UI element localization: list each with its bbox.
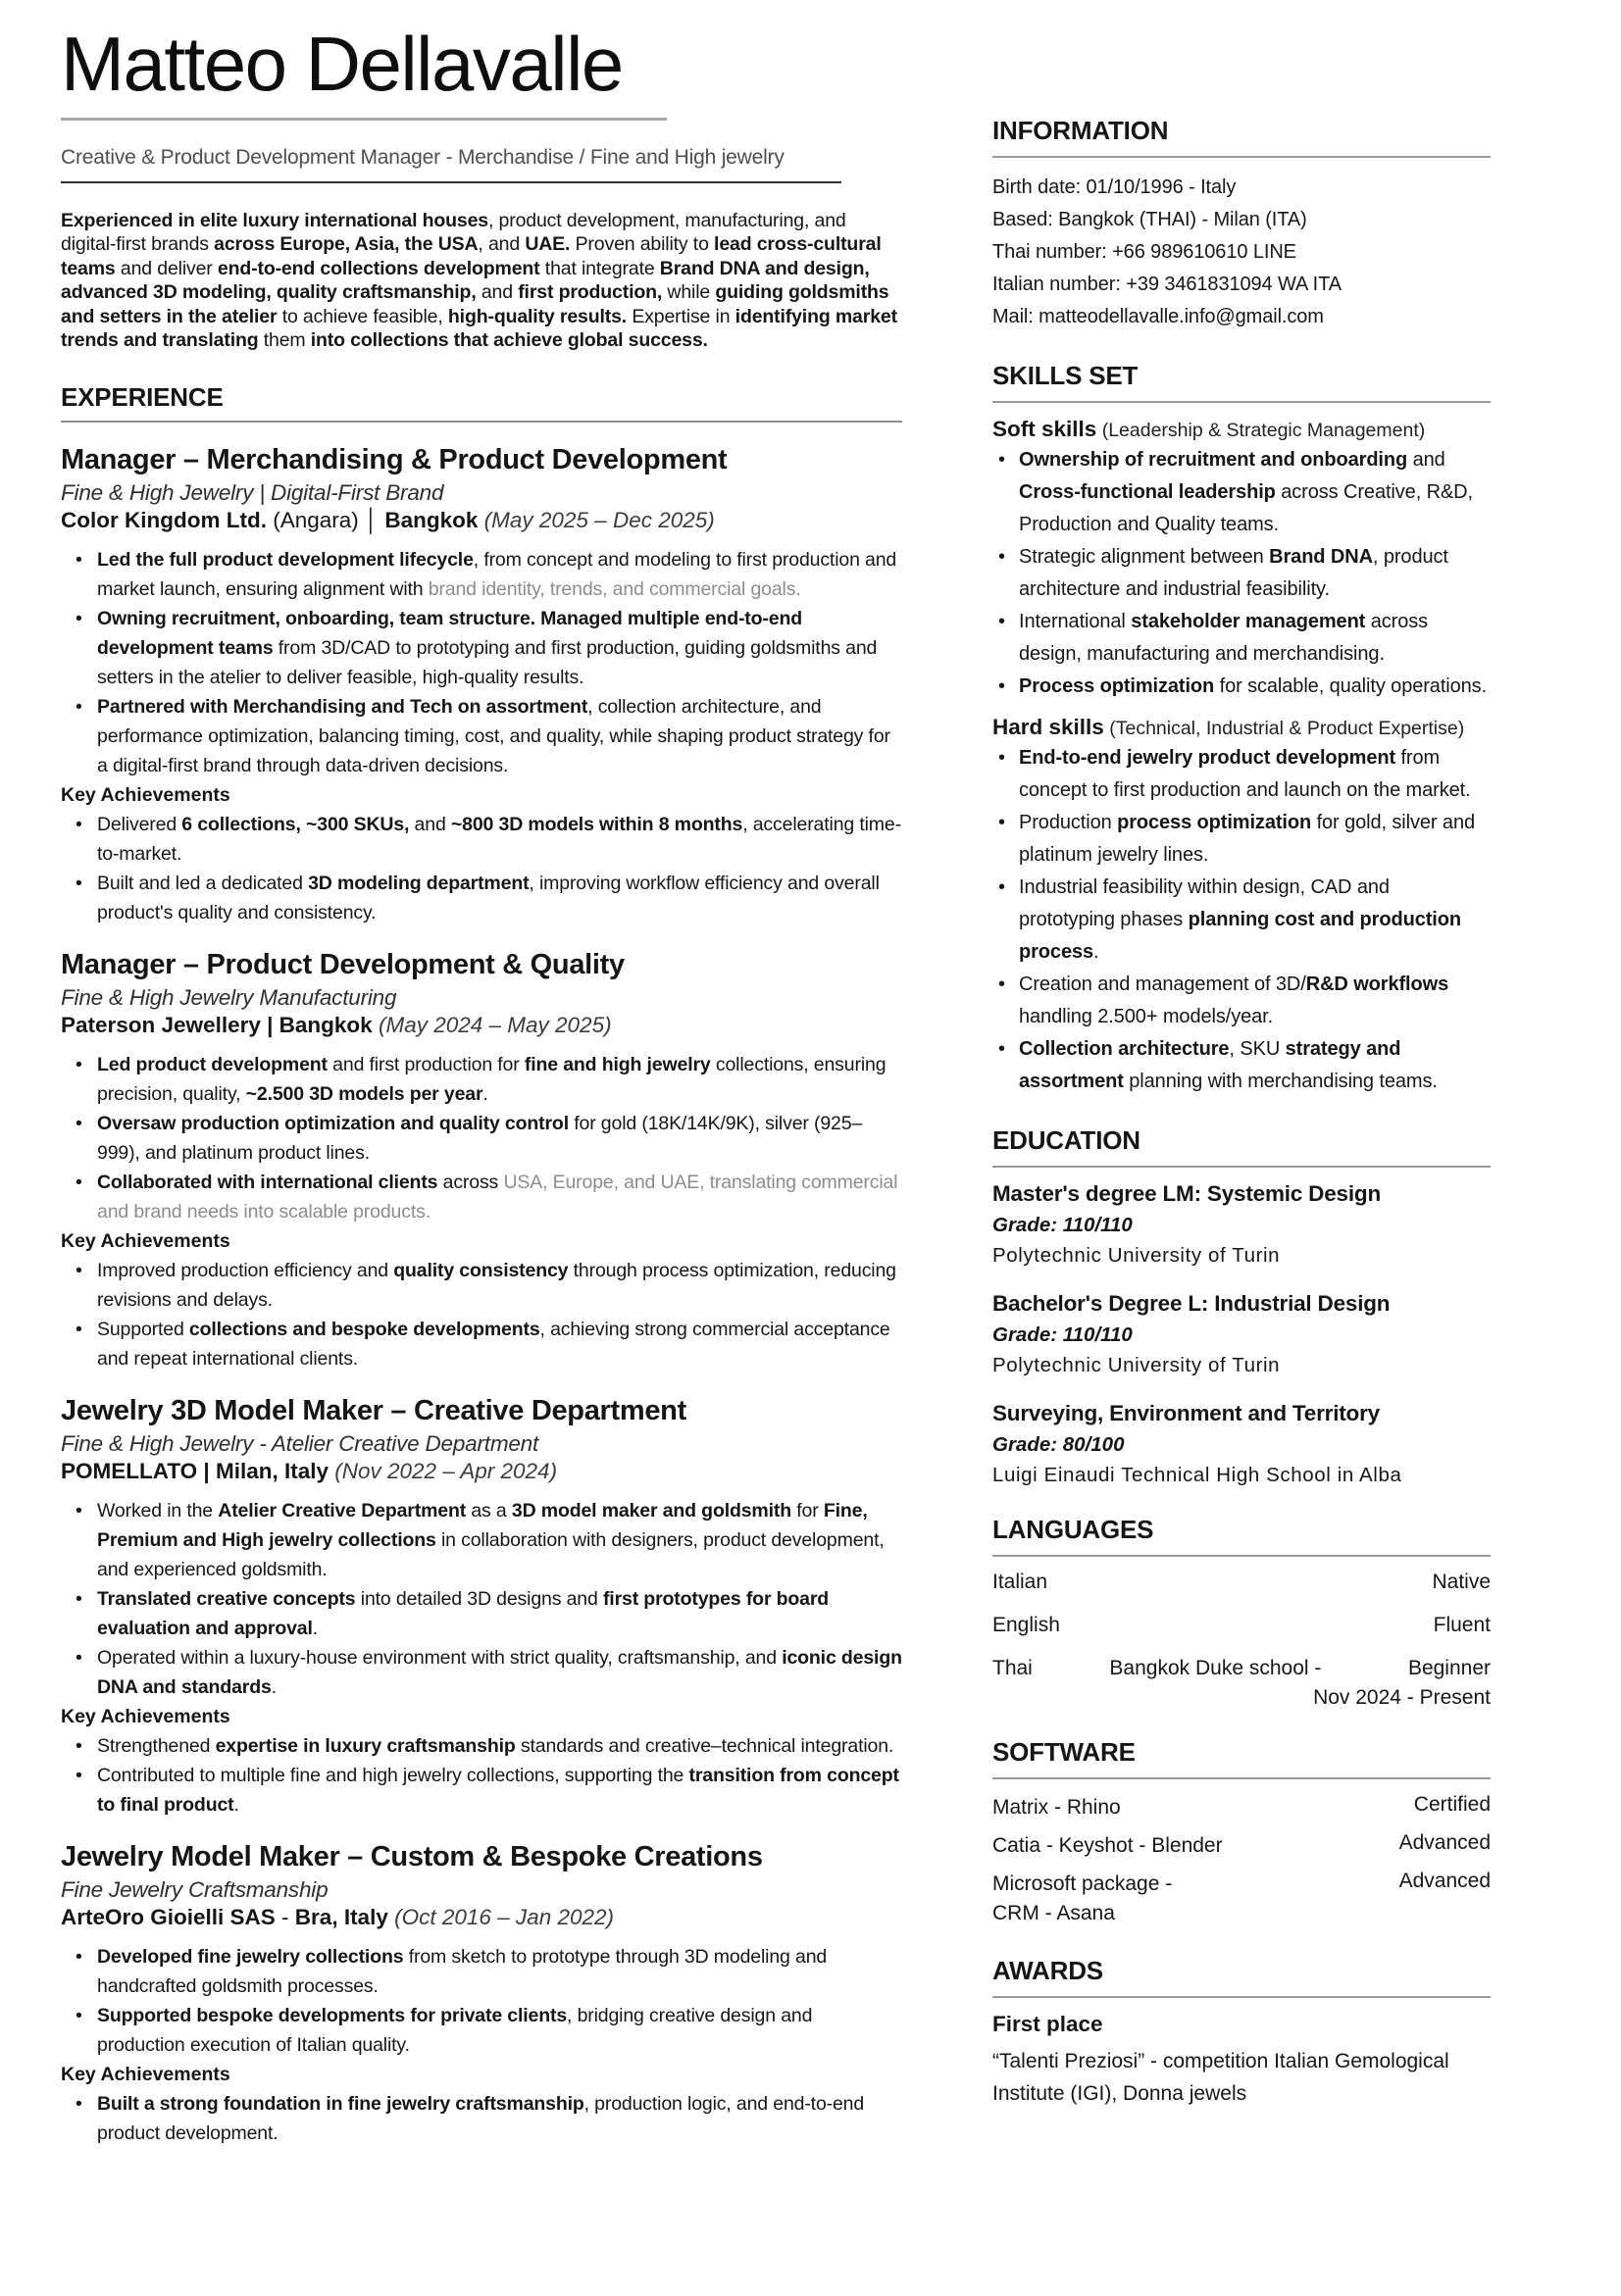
language-level: Fluent — [1433, 1614, 1491, 1636]
software-level: Advanced — [1398, 1870, 1491, 1892]
awards-heading: AWARDS — [992, 1956, 1103, 1985]
education-entry — [992, 1401, 1491, 1487]
bullet-item: • Translated creative concepts into detailed 3D designs and first prototypes for board evaluation and approval. — [61, 1584, 902, 1643]
job-entry — [61, 1395, 902, 1820]
language-row — [992, 1657, 1491, 1680]
skill-group-title — [992, 715, 1491, 740]
language-name: English — [992, 1614, 1060, 1636]
skill-group-name: Soft skills — [992, 417, 1097, 441]
key-achievements-label: Key Achievements — [61, 1229, 230, 1252]
info-line: Birth date: 01/10/1996 - Italy — [992, 176, 1237, 198]
job-bullet-list — [61, 545, 902, 780]
degree-title: Bachelor's Degree L: Industrial Design — [992, 1291, 1391, 1316]
languages-section — [992, 1515, 1491, 1710]
degree-grade: Grade: 110/110 — [992, 1323, 1133, 1346]
language-name: Italian — [992, 1571, 1048, 1593]
bullet-item: • Process optimization for scalable, quality operations. — [992, 671, 1491, 703]
software-name-line: Matrix - Rhino — [992, 1796, 1121, 1819]
school-name: Luigi Einaudi Technical High School in Alba — [992, 1464, 1402, 1486]
information-section — [992, 116, 1491, 333]
bullet-item: • Production process optimization for gold, silver and platinum jewelry lines. — [992, 807, 1491, 872]
job-achievement-list — [61, 1256, 902, 1373]
software-level: Advanced — [1398, 1831, 1491, 1854]
job-achievement-list — [61, 810, 902, 927]
job-subtitle: Fine Jewelry Craftsmanship — [61, 1876, 329, 1902]
bullet-item: • Collection architecture, SKU strategy and assortment planning with merchandising teams. — [992, 1033, 1491, 1098]
job-entry — [61, 949, 902, 1373]
role-underline — [61, 181, 841, 183]
key-achievements-label: Key Achievements — [61, 1705, 230, 1727]
software-list — [992, 1793, 1491, 1928]
skills-section — [992, 361, 1491, 1098]
degree-grade: Grade: 110/110 — [992, 1214, 1133, 1236]
skill-group-qualifier: (Technical, Industrial & Product Expertise) — [1103, 718, 1465, 739]
award-description: “Talenti Preziosi” - competition Italian Gemological Institute (IGI), Donna jewels — [992, 2050, 1449, 2105]
job-company-line: Paterson Jewellery | Bangkok (May 2024 – May 2025) — [61, 1012, 612, 1037]
bullet-item: • Led product development and first production for fine and high jewelry collections, ensuring precision, quality, ~2.500 3D models per year. — [61, 1050, 902, 1109]
language-row — [992, 1571, 1491, 1594]
skills-groups — [992, 417, 1491, 1098]
section-underline — [992, 1996, 1491, 1998]
language-name: Thai — [992, 1657, 1033, 1679]
section-underline — [992, 1166, 1491, 1168]
bullet-item: • Built a strong foundation in fine jewelry craftsmanship, production logic, and end-to-end product development. — [61, 2089, 902, 2148]
key-achievements-label: Key Achievements — [61, 2063, 230, 2085]
education-entry — [992, 1181, 1491, 1268]
bullet-item: • Supported collections and bespoke developments, achieving strong commercial acceptance and repeat international clients. — [61, 1315, 902, 1373]
job-company-line: ArteOro Gioielli SAS - Bra, Italy (Oct 2016 – Jan 2022) — [61, 1904, 614, 1929]
bullet-item: • Owning recruitment, onboarding, team structure. Managed multiple end-to-end development teams from 3D/CAD to prototyping and first production, guiding goldsmiths and setters in the atelier to deliver feasible, high-quality results. — [61, 604, 902, 692]
bullet-item: • Worked in the Atelier Creative Department as a 3D model maker and goldsmith for Fine, Premium and High jewelry collections in collaboration with designers, product development, and experienced goldsmith. — [61, 1496, 902, 1584]
job-subtitle: Fine & High Jewelry Manufacturing — [61, 984, 397, 1010]
bullet-item: • Oversaw production optimization and quality control for gold (18K/14K/9K), silver (925–999), and platinum product lines. — [61, 1109, 902, 1168]
school-name: Polytechnic University of Turin — [992, 1354, 1281, 1376]
person-name: Matteo Dellavalle — [61, 21, 623, 107]
bullet-item: • Collaborated with international clients across USA, Europe, and UAE, translating commercial and brand needs into scalable products. — [61, 1168, 902, 1226]
awards-section — [992, 1956, 1491, 2110]
bullet-item: • International stakeholder management across design, manufacturing and merchandising. — [992, 606, 1491, 671]
bullet-item: • Delivered 6 collections, ~300 SKUs, and ~800 3D models within 8 months, accelerating time-to-market. — [61, 810, 902, 869]
bullet-item: • End-to-end jewelry product development from concept to first production and launch on the market. — [992, 742, 1491, 807]
sidebar-column — [992, 116, 1491, 2137]
job-subtitle: Fine & High Jewelry - Atelier Creative Department — [61, 1430, 539, 1456]
bullet-item: • Partnered with Merchandising and Tech on assortment, collection architecture, and performance optimization, balancing timing, cost, and quality, while shaping product strategy for a digital-first brand through data-driven decisions. — [61, 692, 902, 780]
software-name-line: Catia - Keyshot - Blender — [992, 1834, 1223, 1857]
language-level: Native — [1432, 1571, 1491, 1593]
software-row — [992, 1870, 1491, 1928]
degree-title: Surveying, Environment and Territory — [992, 1401, 1380, 1425]
job-title: Jewelry Model Maker – Custom & Bespoke Creations — [61, 1840, 763, 1872]
skill-bullet-list — [992, 742, 1491, 1098]
hard-skills-group — [992, 715, 1491, 1098]
job-title: Manager – Merchandising & Product Development — [61, 443, 728, 475]
skills-heading: SKILLS SET — [992, 361, 1139, 390]
job-entry — [61, 444, 902, 927]
job-title: Jewelry 3D Model Maker – Creative Department — [61, 1394, 686, 1426]
skill-group-title — [992, 417, 1491, 442]
experience-heading: EXPERIENCE — [61, 381, 224, 412]
software-name — [992, 1831, 1223, 1861]
languages-list — [992, 1571, 1491, 1710]
info-line: Italian number: +39 3461831094 WA ITA — [992, 274, 1342, 295]
job-company-line: Color Kingdom Ltd. (Angara) │ Bangkok (May 2025 – Dec 2025) — [61, 507, 715, 532]
experience-underline — [61, 421, 902, 423]
software-level: Certified — [1413, 1793, 1491, 1816]
info-line: Thai number: +66 989610610 LINE — [992, 241, 1296, 263]
award-title: First place — [992, 2012, 1103, 2036]
soft-skills-group — [992, 417, 1491, 703]
bullet-item: • Strengthened expertise in luxury craftsmanship standards and creative–technical integration. — [61, 1731, 902, 1761]
skill-bullet-list — [992, 444, 1491, 703]
information-lines — [992, 172, 1491, 333]
bullet-item: • Strategic alignment between Brand DNA, product architecture and industrial feasibility. — [992, 541, 1491, 606]
school-name: Polytechnic University of Turin — [992, 1244, 1281, 1267]
skill-group-name: Hard skills — [992, 715, 1104, 739]
job-achievement-list — [61, 1731, 902, 1820]
name-underline — [61, 118, 667, 121]
bullet-item: • Developed fine jewelry collections from sketch to prototype through 3D modeling and handcrafted goldsmith processes. — [61, 1942, 902, 2001]
job-bullet-list — [61, 1050, 902, 1226]
key-achievements-label: Key Achievements — [61, 783, 230, 806]
job-company-line: POMELLATO | Milan, Italy (Nov 2022 – Apr 2024) — [61, 1458, 558, 1483]
language-level: Beginner — [1407, 1657, 1491, 1679]
bullet-item: • Industrial feasibility within design, CAD and prototyping phases planning cost and production process. — [992, 872, 1491, 969]
languages-heading: LANGUAGES — [992, 1515, 1154, 1544]
degree-title: Master's degree LM: Systemic Design — [992, 1181, 1381, 1206]
experience-list — [61, 444, 902, 2148]
software-heading: SOFTWARE — [992, 1737, 1136, 1767]
bullet-item: • Creation and management of 3D/R&D workflows handling 2.500+ models/year. — [992, 969, 1491, 1033]
main-column — [61, 21, 902, 2170]
bullet-item: • Contributed to multiple fine and high jewelry collections, supporting the transition from concept to final product. — [61, 1761, 902, 1820]
bullet-item: • Improved production efficiency and quality consistency through process optimization, reducing revisions and delays. — [61, 1256, 902, 1315]
bullet-item: • Led the full product development lifecycle, from concept and modeling to first production and market launch, ensuring alignment with brand identity, trends, and commercial goals. — [61, 545, 902, 604]
software-name-line: CRM - Asana — [992, 1902, 1115, 1924]
software-name — [992, 1870, 1172, 1928]
language-row — [992, 1614, 1491, 1637]
section-underline — [992, 1777, 1491, 1779]
software-row — [992, 1793, 1491, 1822]
education-section — [992, 1125, 1491, 1487]
bullet-item: • Operated within a luxury-house environment with strict quality, craftsmanship, and iconic design DNA and standards. — [61, 1643, 902, 1702]
job-entry — [61, 1841, 902, 2148]
software-row — [992, 1831, 1491, 1861]
education-entry — [992, 1291, 1491, 1377]
professional-summary: Experienced in elite luxury international houses, product development, manufacturing, and digital-first brands across Europe, Asia, the USA, and UAE. Proven ability to lead cross-cultural teams and deliver end-to-end collections development that integrate Brand DNA and design, advanced 3D modeling, quality craftsmanship, and first production, while guiding goldsmiths and setters in the atelier to achieve feasible, high-quality results. Expertise in identifying market trends and translating them into collections that achieve global success. — [61, 209, 897, 352]
software-name — [992, 1793, 1121, 1822]
job-subtitle: Fine & High Jewelry | Digital-First Brand — [61, 479, 444, 505]
job-title: Manager – Product Development & Quality — [61, 948, 625, 980]
section-underline — [992, 156, 1491, 158]
software-section — [992, 1737, 1491, 1928]
job-bullet-list — [61, 1496, 902, 1702]
section-underline — [992, 1555, 1491, 1557]
job-bullet-list — [61, 1942, 902, 2060]
bullet-item: • Built and led a dedicated 3D modeling department, improving workflow efficiency and overall product's quality and consistency. — [61, 869, 902, 927]
person-role: Creative & Product Development Manager - Merchandise / Fine and High jewelry — [61, 145, 785, 169]
education-list — [992, 1181, 1491, 1487]
bullet-item: • Supported bespoke developments for private clients, bridging creative design and production execution of Italian quality. — [61, 2001, 902, 2060]
language-note: Nov 2024 - Present — [1313, 1686, 1491, 1709]
education-heading: EDUCATION — [992, 1125, 1140, 1155]
info-line: Based: Bangkok (THAI) - Milan (ITA) — [992, 209, 1307, 230]
skill-group-qualifier: (Leadership & Strategic Management) — [1096, 420, 1426, 441]
info-line: Mail: matteodellavalle.info@gmail.com — [992, 306, 1324, 327]
information-heading: INFORMATION — [992, 116, 1169, 145]
language-detail: Bangkok Duke school - — [1109, 1657, 1322, 1679]
bullet-item: • Ownership of recruitment and onboarding and Cross-functional leadership across Creative, R&D, Production and Quality teams. — [992, 444, 1491, 541]
section-underline — [992, 401, 1491, 403]
job-achievement-list — [61, 2089, 902, 2148]
software-name-line: Microsoft package - — [992, 1872, 1173, 1895]
degree-grade: Grade: 80/100 — [992, 1433, 1125, 1456]
